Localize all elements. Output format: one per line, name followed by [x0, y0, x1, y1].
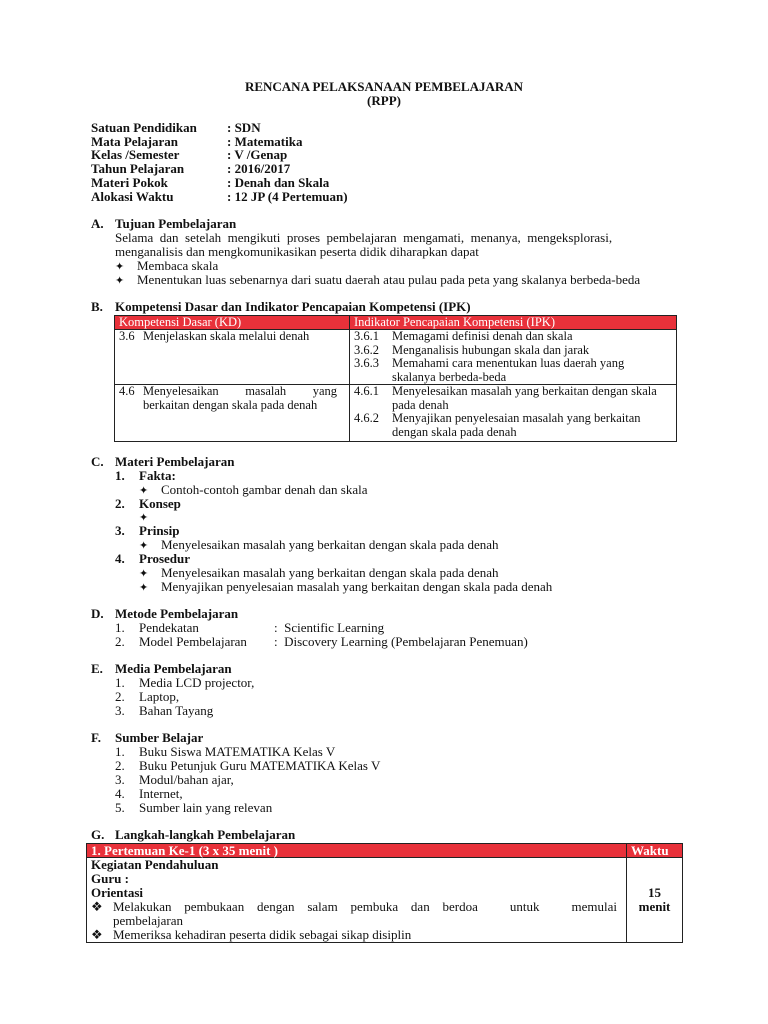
- table-row: [87, 858, 683, 943]
- kd-line-continuation: berkaitan dengan skala pada denah: [143, 397, 318, 412]
- meta-row-alokasi: [91, 190, 348, 204]
- section-g-heading: G. Langkah-langkah Pembelajaran: [91, 827, 296, 842]
- waktu-unit: menit: [638, 899, 671, 914]
- materi-item-prosedur: 4. Prosedur: [115, 551, 191, 566]
- meta-label: Alokasi Waktu: [91, 189, 174, 204]
- star-bullet-icon: ✦: [139, 485, 149, 497]
- langkah-table: [86, 843, 683, 943]
- kegiatan-item: ❖ Memeriksa kehadiran peserta didik sebagai sikap disiplin: [91, 927, 412, 942]
- materi-bullet: ✦ Contoh-contoh gambar denah dan skala: [139, 482, 368, 497]
- meta-value: : Denah dan Skala: [227, 175, 330, 190]
- star-bullet-icon: ✦: [115, 275, 125, 287]
- metode-item: 2. Model Pembelajaran : Discovery Learning (Pembelajaran Penemuan): [115, 634, 528, 649]
- media-item: 1. Media LCD projector,: [115, 675, 255, 690]
- sumber-item: 5. Sumber lain yang relevan: [115, 800, 273, 815]
- sumber-item: 1. Buku Siswa MATEMATIKA Kelas V: [115, 744, 336, 759]
- kd-ipk-table: [114, 315, 677, 442]
- kd-line: 4.6 Menyelesaikan masalah yang: [119, 384, 337, 398]
- kegiatan-cell: [87, 858, 627, 943]
- meta-label: Satuan Pendidikan: [91, 120, 197, 135]
- star-bullet-icon: ✦: [139, 568, 149, 580]
- diamond-bullet-icon: ❖: [91, 899, 103, 914]
- table-header-kd: Kompetensi Dasar (KD): [115, 316, 350, 330]
- section-f-heading: F. Sumber Belajar: [91, 730, 204, 745]
- ipk-cell: [350, 330, 677, 385]
- ipk-cell: [350, 385, 677, 442]
- star-bullet-icon: ✦: [139, 512, 149, 524]
- ipk-item-continuation: pada denah: [392, 397, 449, 412]
- materi-item-prinsip: 3. Prinsip: [115, 523, 180, 538]
- meta-row-materi: [91, 176, 329, 190]
- ipk-item: 4.6.1 Menyelesaikan masalah yang berkaitan dengan skala: [354, 384, 657, 398]
- kegiatan-item: ❖ Melakukan pembukaan dengan salam pembuka dan berdoa untuk memulai: [91, 899, 617, 914]
- waktu-cell: [627, 858, 683, 943]
- ipk-item: 3.6.3 Memahami cara menentukan luas daerah yang: [354, 356, 625, 370]
- meta-row-kelas: [91, 148, 287, 162]
- meta-row-tahun: [91, 162, 290, 176]
- meta-value: : V /Genap: [227, 147, 288, 162]
- section-b-heading: B. Kompetensi Dasar dan Indikator Pencapaian Kompetensi (IPK): [91, 299, 471, 314]
- sumber-item: 2. Buku Petunjuk Guru MATEMATIKA Kelas V: [115, 758, 381, 773]
- ipk-item-continuation: skalanya berbeda-beda: [392, 369, 507, 384]
- meta-value: : 12 JP (4 Pertemuan): [227, 189, 348, 204]
- diamond-bullet-icon: ❖: [91, 927, 103, 942]
- sumber-item: 3. Modul/bahan ajar,: [115, 772, 234, 787]
- media-item: 3. Bahan Tayang: [115, 703, 214, 718]
- materi-bullet: ✦ Menyelesaikan masalah yang berkaitan dengan skala pada denah: [139, 537, 499, 552]
- ipk-item: 4.6.2 Menyajikan penyelesaian masalah yang berkaitan: [354, 411, 641, 425]
- table-header-row: [87, 844, 683, 858]
- meta-label: Tahun Pelajaran: [91, 161, 185, 176]
- kegiatan-heading: Kegiatan Pendahuluan: [91, 857, 219, 872]
- kegiatan-role: Guru :: [91, 871, 129, 886]
- section-a-item: ✦ Membaca skala: [115, 258, 219, 273]
- section-c-heading: C. Materi Pembelajaran: [91, 454, 235, 469]
- meta-label: Mata Pelajaran: [91, 134, 179, 149]
- table-header-waktu: Waktu: [627, 844, 683, 858]
- ipk-item: 3.6.2 Menganalisis hubungan skala dan jarak: [354, 342, 590, 357]
- section-a-paragraph-line1: Selama dan setelah mengikuti proses pembelajaran mengamati, menanya, mengeksplorasi,: [115, 230, 613, 245]
- star-bullet-icon: ✦: [139, 540, 149, 552]
- section-e-heading: E. Media Pembelajaran: [91, 661, 232, 676]
- table-header-pertemuan: 1. Pertemuan Ke-1 (3 x 35 menit ): [87, 844, 627, 858]
- table-header-row: [115, 316, 677, 330]
- materi-item-fakta: 1. Fakta:: [115, 468, 176, 483]
- document-title: RENCANA PELAKSANAAN PEMBELAJARAN: [244, 79, 524, 94]
- kegiatan-item-continuation: pembelajaran: [113, 913, 184, 928]
- meta-value: : Matematika: [227, 134, 303, 149]
- meta-value: : 2016/2017: [227, 161, 291, 176]
- meta-label: Materi Pokok: [91, 175, 168, 190]
- waktu-value: 15: [648, 885, 661, 900]
- kd-cell: [115, 385, 350, 442]
- meta-label: Kelas /Semester: [91, 147, 180, 162]
- section-a-heading: A. Tujuan Pembelajaran: [91, 216, 237, 231]
- table-header-ipk: Indikator Pencapaian Kompetensi (IPK): [350, 316, 677, 330]
- kd-cell: 3.6 Menjelaskan skala melalui denah: [115, 330, 350, 385]
- meta-row-satuan: [91, 121, 261, 135]
- meta-value: : SDN: [227, 120, 261, 135]
- star-bullet-icon: ✦: [139, 582, 149, 594]
- sumber-item: 4. Internet,: [115, 786, 183, 801]
- media-item: 2. Laptop,: [115, 689, 180, 704]
- section-a-item: ✦ Menentukan luas sebenarnya dari suatu daerah atau pulau pada peta yang skalanya berbeda-beda: [115, 272, 641, 287]
- metode-item: 1. Pendekatan : Scientific Learning: [115, 620, 385, 635]
- table-row: [115, 385, 677, 442]
- document-subtitle: (RPP): [367, 93, 401, 108]
- materi-item-konsep: 2. Konsep: [115, 496, 181, 511]
- materi-bullet: ✦ Menyelesaikan masalah yang berkaitan dengan skala pada denah: [139, 565, 499, 580]
- table-row: [115, 330, 677, 385]
- ipk-item: 3.6.1 Memagami definisi denah dan skala: [354, 329, 573, 343]
- star-bullet-icon: ✦: [115, 261, 125, 273]
- kegiatan-phase: Orientasi: [91, 885, 143, 900]
- materi-bullet: ✦ Menyajikan penyelesaian masalah yang berkaitan dengan skala pada denah: [139, 579, 553, 594]
- section-d-heading: D. Metode Pembelajaran: [91, 606, 239, 621]
- section-a-paragraph-line2: menganalisis dan mengkomunikasikan peserta didik diharapkan dapat: [115, 244, 479, 259]
- ipk-item-continuation: dengan skala pada denah: [392, 424, 517, 439]
